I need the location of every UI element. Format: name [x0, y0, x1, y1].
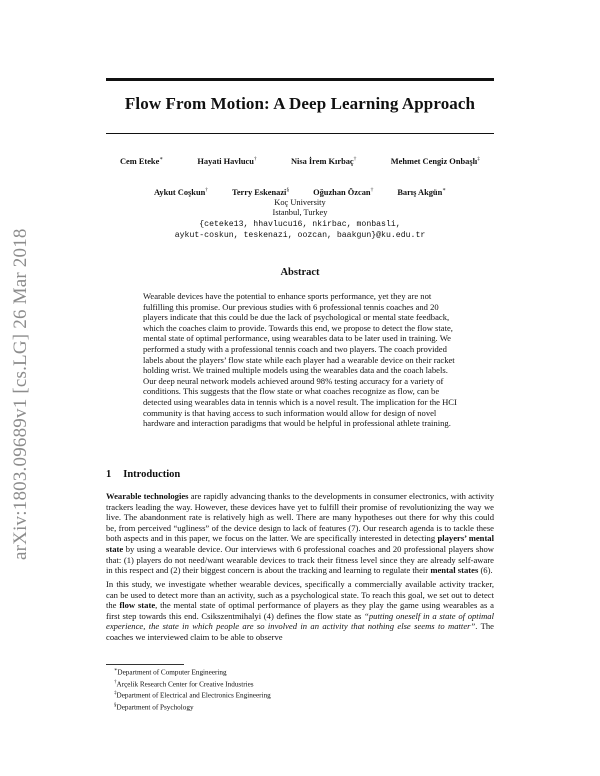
paper-title: Flow From Motion: A Deep Learning Approach	[124, 94, 476, 113]
arxiv-stamp: arXiv:1803.09689v1 [cs.LG] 26 Mar 2018	[10, 228, 31, 560]
authors-row-1	[106, 156, 494, 166]
affiliation-city: Istanbul, Turkey	[272, 208, 328, 217]
affiliation-emails-1: {ceteke13, hhavlucu16, nkirbac, monbasli,	[199, 220, 401, 229]
author: Terry Eskenazi§	[232, 187, 290, 197]
author: Nisa İrem Kırbaç†	[290, 156, 357, 166]
footnotes	[114, 666, 271, 712]
author: Hayati Havlucu†	[197, 156, 257, 166]
authors-row-2	[106, 187, 494, 197]
author: Aykut Coşkun†	[154, 187, 209, 197]
section-title: Introduction	[123, 469, 181, 480]
author: Cem Eteke∗	[120, 156, 164, 166]
title-rule-top	[106, 78, 494, 81]
abstract-text: Wearable devices have the potential to enhance sports performance, yet they are not fulfilling this promise. Our previous studies with 6 professional tennis coaches and 20 players indicate that this could be due the lack of psychological or mental state feedback, which the coaches claim to provide. Towards this end, we propose to detect the flow state, mental state of optimal performance, using wearables data to be later used in training. We performed a study with a professional tennis coach and two players. The coach provided labels about the players’ flow state while each player had a wearable device on their racket holding wrist. We trained multiple models using the wearables data and the coach labels. Our deep neural network models achieved around 98% testing accuracy for a variety of conditions. This suggests that the flow state or what coaches recognize as flow, can be detected using wearables data in tennis which is a novel result. The implication for the HCI community is that having access to such information would allow for design of novel hardware and interaction paradigms that would be helpful in professional athlete training.	[143, 291, 457, 429]
footnote: ‡Department of Electrical and Electronics Engineering	[114, 691, 271, 700]
intro-paragraph-1: Wearable technologies are rapidly advancing thanks to the developments in consumer electronics, with activity trackers leading the way. However, these devices have yet to fulfill their promise of revolutionizing the way we live. The abandonment rate is relatively high as well. There are many hypotheses out there for why this could be, from perceived “ugliness” of the device design to lack of features (7). Our research agenda is to tackle these both aspects and in this paper, we focus on the latter. We are specifically interested in detecting players’ mental state by using a wearable device. Our interviews with 6 professional coaches and 20 professional players show that: (1) players do not need/want wearable devices to track their fitness level since they are already self-aware in this respect and (2) their biggest concern is about the tracking and learning to regulate their mental states (6).	[106, 491, 494, 576]
title-rule-bottom	[106, 133, 494, 134]
footnote: ∗Department of Computer Engineering	[114, 668, 227, 677]
author: Mehmet Cengiz Onbaşlı‡	[390, 156, 480, 166]
section-number: 1	[106, 469, 112, 480]
author: Barış Akgün∗	[397, 187, 446, 197]
author: Oğuzhan Özcan†	[313, 187, 374, 197]
intro-paragraph-2: In this study, we investigate whether wearable devices, specifically a commercially available activity tracker, can be used to detect more than an activity, such as a psychological state. To reach this goal, we set out to detect the flow state, the mental state of optimal performance of players as they play the game using wearables as a first step towards this end. Csikszentmihalyi (4) defines the flow state as “putting oneself in a state of optimal experience, the state in which people are so involved in an activity that nothing else seems to matter”. The coaches we interviewed claim to be able to observe	[106, 579, 495, 642]
footnote-rule	[106, 664, 184, 665]
footnote: §Department of Psychology	[114, 702, 194, 712]
footnote: †Arçelik Research Center for Creative Industries	[114, 679, 254, 688]
abstract-heading: Abstract	[280, 267, 320, 278]
section-heading-introduction	[106, 469, 180, 480]
affiliation-university: Koç University	[274, 198, 326, 207]
affiliation-emails-2: aykut-coskun, teskenazi, oozcan, baakgun}@ku.edu.tr	[174, 231, 426, 240]
